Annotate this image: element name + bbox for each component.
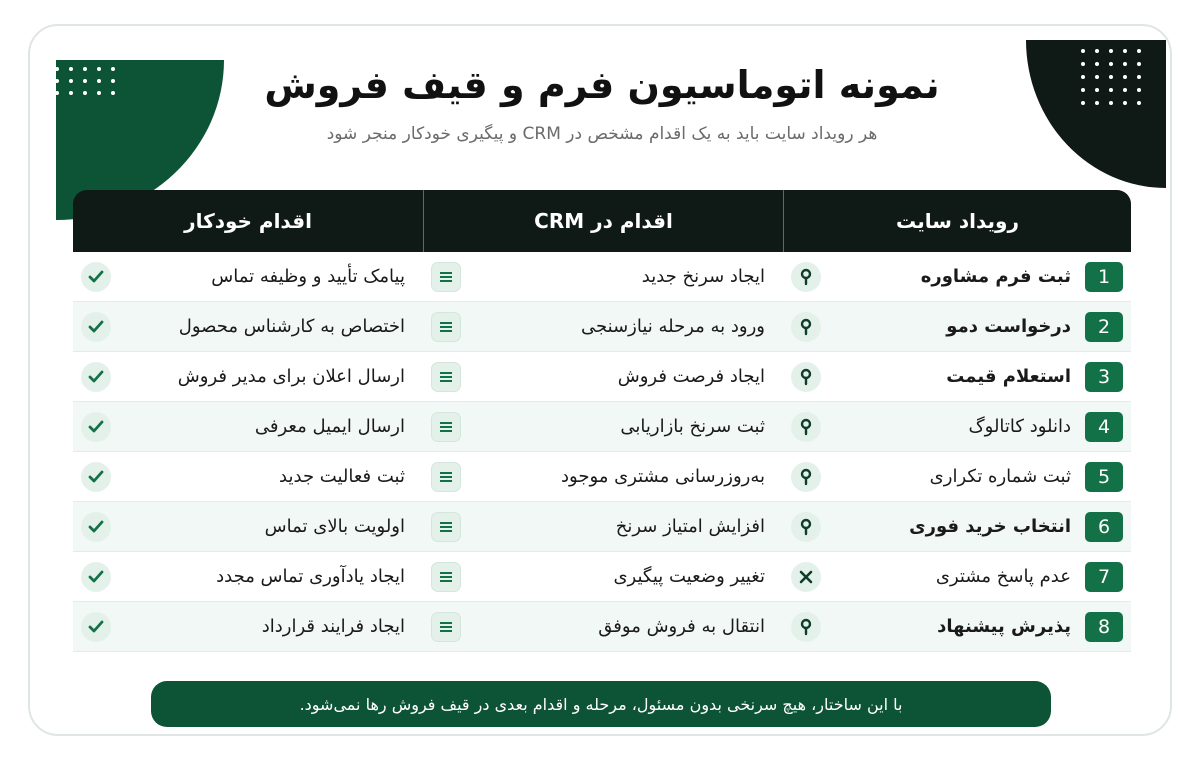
event-label: ثبت فرم مشاوره — [920, 266, 1071, 287]
list-icon — [431, 512, 461, 542]
cell-auto — [73, 402, 423, 451]
list-icon — [431, 612, 461, 642]
crm-action-label: ایجاد سرنخ جدید — [641, 266, 765, 287]
table-header — [73, 190, 1131, 252]
table-row — [73, 402, 1131, 452]
auto-action-label: ثبت فعالیت جدید — [279, 466, 405, 487]
pin-icon — [791, 612, 821, 642]
pin-icon — [791, 412, 821, 442]
cell-auto — [73, 302, 423, 351]
list-icon — [431, 362, 461, 392]
cell-event — [783, 352, 1131, 401]
row-number: 7 — [1085, 562, 1123, 592]
row-number: 8 — [1085, 612, 1123, 642]
crm-action-label: به‌روزرسانی مشتری موجود — [561, 466, 765, 487]
event-label: عدم پاسخ مشتری — [935, 566, 1071, 587]
crm-action-label: انتقال به فروش موفق — [598, 616, 765, 637]
row-number: 2 — [1085, 312, 1123, 342]
cell-event — [783, 452, 1131, 501]
cell-event — [783, 402, 1131, 451]
check-icon — [81, 462, 111, 492]
auto-action-label: اختصاص به کارشناس محصول — [178, 316, 405, 337]
row-number: 4 — [1085, 412, 1123, 442]
event-label: انتخاب خرید فوری — [909, 516, 1071, 537]
event-label: درخواست دمو — [946, 316, 1071, 337]
table-row — [73, 452, 1131, 502]
cell-event — [783, 302, 1131, 351]
event-label: دانلود کاتالوگ — [968, 416, 1071, 437]
dot — [1109, 49, 1113, 53]
table-row — [73, 502, 1131, 552]
column-header-auto: اقدام خودکار — [184, 209, 312, 233]
crm-action-label: افزایش امتیاز سرنخ — [615, 516, 765, 537]
dot — [1095, 49, 1099, 53]
cell-crm — [423, 352, 783, 401]
infographic-card — [28, 24, 1172, 736]
cell-crm — [423, 402, 783, 451]
pin-icon — [791, 262, 821, 292]
crm-action-label: تغییر وضعیت پیگیری — [613, 566, 765, 587]
table-row — [73, 552, 1131, 602]
row-number: 3 — [1085, 362, 1123, 392]
cell-event — [783, 602, 1131, 651]
pin-icon — [791, 462, 821, 492]
pin-icon — [791, 312, 821, 342]
list-icon — [431, 462, 461, 492]
dot — [1137, 49, 1141, 53]
footer-note: با این ساختار، هیچ سرنخی بدون مسئول، مرحله و اقدام بعدی در قیف فروش رها نمی‌شود. — [151, 681, 1051, 727]
dot — [1081, 49, 1085, 53]
pin-icon — [791, 362, 821, 392]
list-icon — [431, 262, 461, 292]
page-title: نمونه اتوماسیون فرم و قیف فروش — [264, 63, 940, 107]
check-icon — [81, 362, 111, 392]
auto-action-label: ایجاد فرایند قرارداد — [261, 616, 405, 637]
table-row — [73, 252, 1131, 302]
list-icon — [431, 562, 461, 592]
cell-auto — [73, 502, 423, 551]
check-icon — [81, 312, 111, 342]
cell-event — [783, 552, 1131, 601]
cell-auto — [73, 552, 423, 601]
cell-crm — [423, 252, 783, 301]
auto-action-label: پیامک تأیید و وظیفه تماس — [211, 266, 405, 287]
cell-event — [783, 502, 1131, 551]
dot — [1123, 49, 1127, 53]
cell-crm — [423, 452, 783, 501]
check-icon — [81, 512, 111, 542]
cell-event — [783, 252, 1131, 301]
automation-table — [73, 190, 1131, 652]
check-icon — [81, 562, 111, 592]
row-number: 1 — [1085, 262, 1123, 292]
table-row — [73, 352, 1131, 402]
column-header-crm: اقدام در CRM — [423, 190, 783, 252]
cell-auto — [73, 602, 423, 651]
table-body — [73, 252, 1131, 652]
check-icon — [81, 412, 111, 442]
check-icon — [81, 612, 111, 642]
pin-icon — [791, 512, 821, 542]
cell-crm — [423, 502, 783, 551]
event-label: استعلام قیمت — [946, 366, 1071, 387]
page-subtitle: هر رویداد سایت باید به یک اقدام مشخص در CRM و پیگیری خودکار منجر شود — [326, 124, 878, 144]
list-icon — [431, 312, 461, 342]
cell-crm — [423, 602, 783, 651]
x-icon — [791, 562, 821, 592]
event-label: پذیرش پیشنهاد — [937, 616, 1071, 637]
table-row — [73, 602, 1131, 652]
cell-auto — [73, 352, 423, 401]
auto-action-label: ارسال ایمیل معرفی — [254, 416, 405, 437]
auto-action-label: ایجاد یادآوری تماس مجدد — [216, 566, 405, 587]
auto-action-label: اولویت بالای تماس — [264, 516, 405, 537]
list-icon — [431, 412, 461, 442]
crm-action-label: ثبت سرنخ بازاریابی — [620, 416, 765, 437]
cell-crm — [423, 302, 783, 351]
cell-auto — [73, 252, 423, 301]
check-icon — [81, 262, 111, 292]
column-header-event: رویداد سایت — [783, 190, 1131, 252]
table-row — [73, 302, 1131, 352]
row-number: 6 — [1085, 512, 1123, 542]
row-number: 5 — [1085, 462, 1123, 492]
cell-auto — [73, 452, 423, 501]
crm-action-label: ایجاد فرصت فروش — [617, 366, 765, 387]
auto-action-label: ارسال اعلان برای مدیر فروش — [177, 366, 405, 387]
cell-crm — [423, 552, 783, 601]
event-label: ثبت شماره تکراری — [929, 466, 1071, 487]
crm-action-label: ورود به مرحله نیازسنجی — [581, 316, 765, 337]
